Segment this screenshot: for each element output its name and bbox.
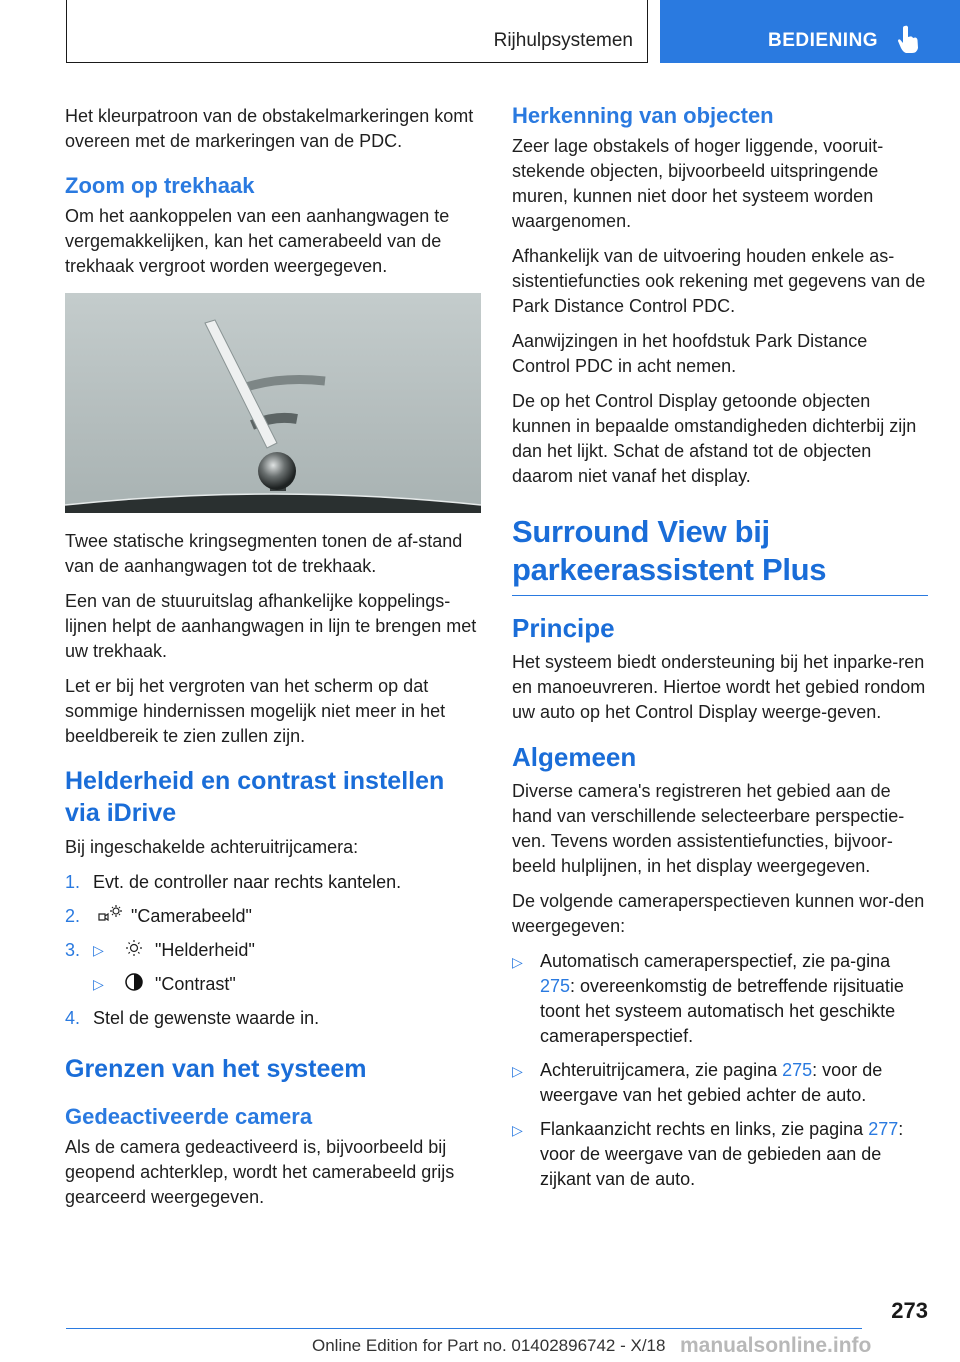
list-item-text: Achteruitrijcamera, zie pagina 275: voor de weergave van het gebied achter de auto. — [540, 1060, 883, 1105]
general-heading: Algemeen — [512, 742, 637, 772]
contrast-icon — [121, 972, 147, 992]
page-link-275[interactable]: 275 — [540, 976, 571, 996]
footer-divider — [66, 1328, 862, 1329]
step-text: Stel de gewenste waarde in. — [93, 1008, 320, 1028]
segments-paragraph: Twee statische kringsegmenten tonen de af-stand van de aanhangwagen tot de trekhaak. — [65, 531, 463, 576]
deactivated-camera-heading: Gedeactiveerde camera — [65, 1104, 313, 1129]
right-column — [512, 102, 928, 1201]
objects-paragraph-1: Zeer lage obstakels of hoger liggende, vooruit-stekende objecten, bijvoorbeeld uitspringende muren, kunnen niet door het systeem worden waargenomen. — [512, 136, 884, 231]
list-item — [512, 1058, 928, 1108]
list-item — [512, 1117, 928, 1192]
header-tab-label: BEDIENING — [768, 30, 879, 51]
bullet-triangle-icon: ▷ — [512, 1063, 523, 1079]
hand-pointer-icon — [896, 24, 920, 54]
principle-paragraph: Het systeem biedt ondersteuning bij het inparke-ren en manoeuvreren. Hiertoe wordt het gebied rondom uw auto op het Control Display weerge-geven. — [512, 652, 926, 722]
step-number: 1. — [65, 872, 81, 892]
footer-edition: Online Edition for Part no. 01402896742 - X/18 — [312, 1336, 666, 1355]
step-4 — [65, 1006, 481, 1031]
camera-settings-icon — [97, 904, 123, 924]
watermark: manualsonline.info — [680, 1334, 872, 1357]
object-detection-heading: Herkenning van objecten — [512, 103, 774, 128]
list-item-text: Automatisch cameraperspectief, zie pa-gina 275: overeenkomstig de betreffende rijsituatie toont het systeem automatisch het geschikte cameraperspectief. — [540, 951, 904, 1046]
step-text: Evt. de controller naar rechts kantelen. — [93, 872, 402, 892]
principle-heading: Principe — [512, 613, 615, 643]
list-item — [512, 949, 928, 1049]
surround-view-heading: Surround View bij parkeerassistent Plus — [512, 513, 928, 596]
general-paragraph-1: Diverse camera's registreren het gebied aan de hand van verschillende selecteerbare perspectie-ven. Tevens worden assistentiefuncties, bijvoor-beeld hulplijnen, in het display weergegeven. — [512, 781, 905, 876]
objects-paragraph-2: Afhankelijk van de uitvoering houden enkele as-sistentiefuncties ook rekening met gegevens van de Park Distance Control PDC. — [512, 246, 926, 316]
coupling-lines-paragraph: Een van de stuuruitslag afhankelijke koppelings-lijnen helpt de aanhangwagen in lijn te brengen met uw trekhaak. — [65, 591, 477, 661]
step-text: "Contrast" — [155, 974, 236, 994]
objects-paragraph-4: De op het Control Display getoonde objecten kunnen in bepaalde omstandigheden dichterbij zijn dan het lijkt. Schat de afstand tot de objecten daarom niet vanaf het display. — [512, 391, 917, 486]
page-number: 273 — [891, 1298, 928, 1323]
left-column — [65, 104, 481, 1220]
deactivated-camera-paragraph: Als de camera gedeactiveerd is, bijvoorbeeld bij geopend achterklep, wordt het camerabeeld grijs gearceerd weergegeven. — [65, 1137, 455, 1207]
header-section-title: Rijhulpsystemen — [493, 30, 633, 51]
page-link-275[interactable]: 275 — [782, 1060, 813, 1080]
page-link-277[interactable]: 277 — [868, 1119, 899, 1139]
zoom-heading: Zoom op trekhaak — [65, 173, 255, 198]
bullet-triangle-icon: ▷ — [93, 976, 104, 992]
objects-paragraph-3: Aanwijzingen in het hoofdstuk Park Distance Control PDC in acht nemen. — [512, 331, 868, 376]
step-3 — [65, 938, 481, 963]
brightness-contrast-heading: Helderheid en contrast instellen via iDrive — [65, 767, 445, 827]
list-item-text: Flankaanzicht rechts en links, zie pagina 277: voor de weergave van de gebieden aan de zijkant van de auto. — [540, 1119, 904, 1189]
bullet-triangle-icon: ▷ — [93, 942, 104, 958]
step-2 — [65, 904, 481, 929]
step-text: "Camerabeeld" — [131, 906, 252, 926]
step-3-contrast — [65, 972, 481, 997]
step-number: 3. — [65, 940, 81, 960]
step-number — [65, 972, 93, 997]
bullet-triangle-icon: ▷ — [512, 954, 523, 970]
header-section-box — [66, 0, 648, 63]
zoom-paragraph: Om het aankoppelen van een aanhangwagen te vergemakkelijken, kan het camerabeeld van de trekhaak vergroot worden weergegeven. — [65, 206, 450, 276]
tow-hitch-zoom-illustration — [65, 293, 481, 513]
step-text: "Helderheid" — [155, 940, 255, 960]
brightness-icon — [121, 938, 147, 958]
brightness-intro: Bij ingeschakelde achteruitrijcamera: — [65, 837, 359, 857]
step-number: 4. — [65, 1008, 81, 1028]
step-1 — [65, 870, 481, 895]
intro-paragraph: Het kleurpatroon van de obstakelmarkeringen komt overeen met de markeringen van de PDC. — [65, 106, 474, 151]
bullet-triangle-icon: ▷ — [512, 1122, 523, 1138]
general-paragraph-2: De volgende cameraperspectieven kunnen wor-den weergegeven: — [512, 891, 925, 936]
system-limits-heading: Grenzen van het systeem — [65, 1055, 367, 1083]
header-tab-bediening[interactable] — [660, 0, 960, 63]
step-number: 2. — [65, 906, 81, 926]
zoom-warning-paragraph: Let er bij het vergroten van het scherm op dat sommige hindernissen mogelijk niet meer in het beeldbereik te zien zullen zijn. — [65, 676, 446, 746]
